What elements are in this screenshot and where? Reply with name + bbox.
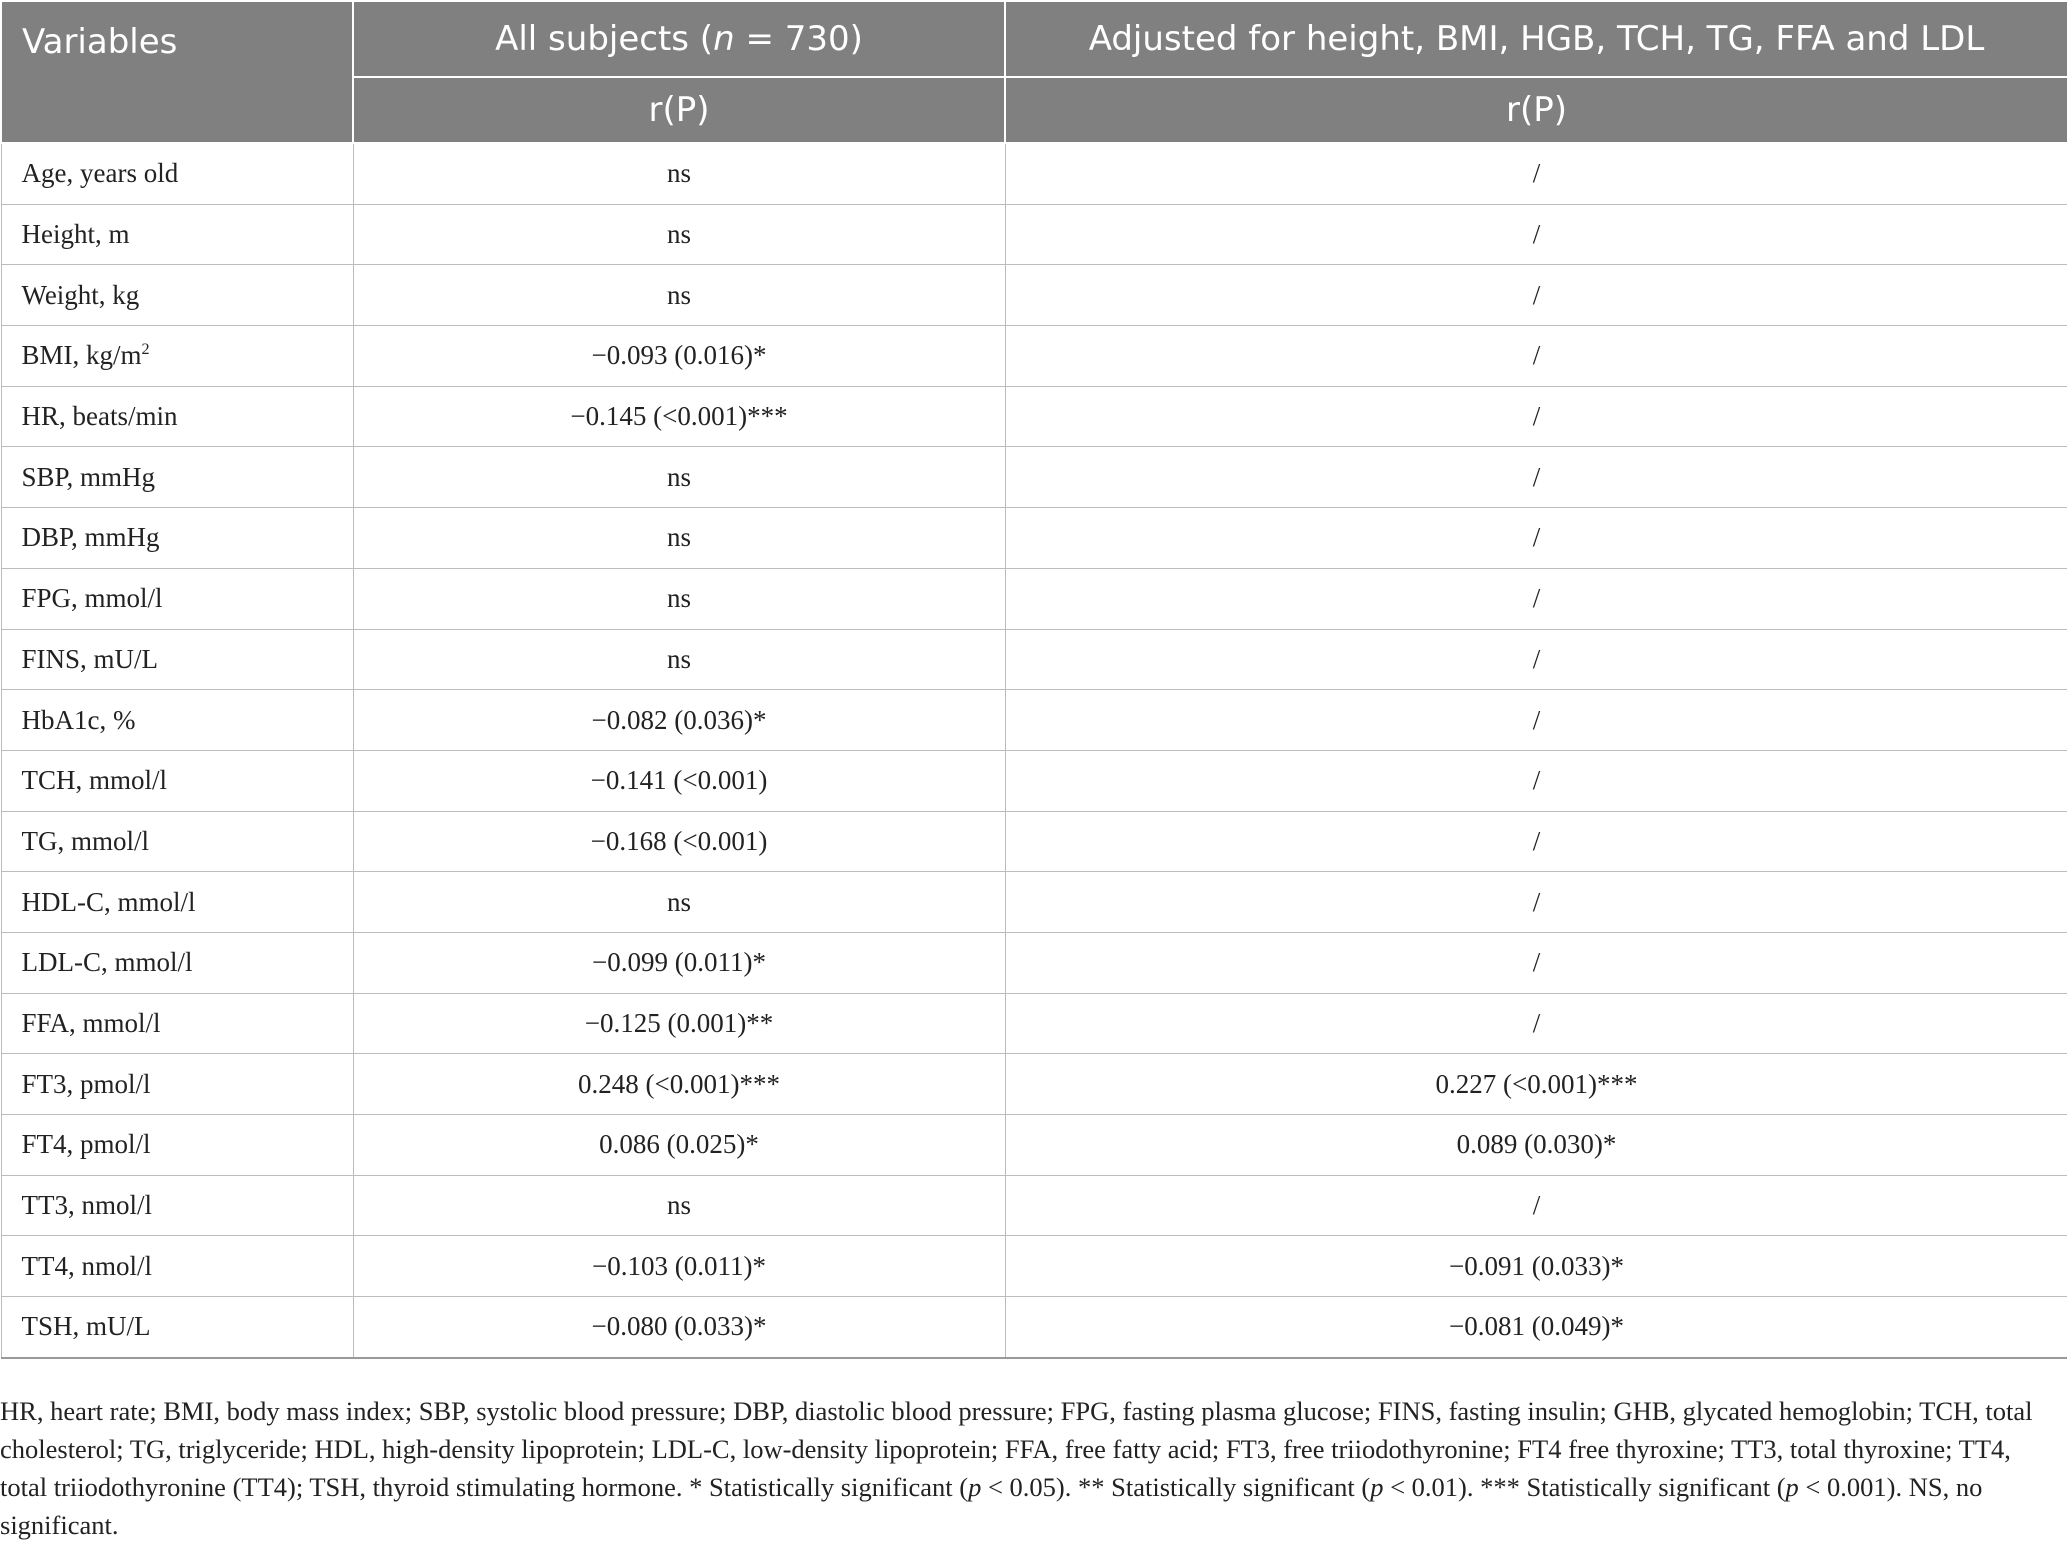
header-row — [1, 1, 2067, 77]
all-subjects-value: ns — [353, 629, 1005, 690]
variable-label: BMI, kg/m — [21, 340, 142, 371]
variable-label: FPG, mmol/l — [21, 583, 163, 614]
table-row — [1, 508, 2067, 569]
table-row — [1, 872, 2067, 933]
table-row — [1, 1054, 2067, 1115]
all-subjects-value: −0.082 (0.036)* — [353, 690, 1005, 751]
footnote-ns: NS, no significant. — [0, 1472, 1983, 1540]
variable-label: TT4, nmol/l — [21, 1250, 152, 1281]
footnote-sig2-p: p — [1370, 1472, 1384, 1502]
footnote-sig1-threshold: < 0.05). — [981, 1472, 1079, 1502]
table-row — [1, 1236, 2067, 1297]
adjusted-value: / — [1005, 872, 2067, 933]
adjusted-value: −0.081 (0.049)* — [1005, 1297, 2067, 1358]
all-subjects-value: ns — [353, 143, 1005, 204]
variable-label: SBP, mmHg — [21, 461, 156, 492]
header-all-subjects — [353, 1, 1005, 77]
variable-label: Height, m — [21, 219, 130, 250]
table-row — [1, 932, 2067, 993]
table-footnote — [0, 1392, 2040, 1544]
variable-cell — [1, 386, 353, 447]
adjusted-value: / — [1005, 1175, 2067, 1236]
table-row — [1, 265, 2067, 326]
table-row — [1, 750, 2067, 811]
table-row — [1, 690, 2067, 751]
all-subjects-value: −0.103 (0.011)* — [353, 1236, 1005, 1297]
header-variables: Variables — [1, 1, 353, 143]
table-body — [1, 143, 2067, 1358]
footnote-sig3-threshold: < 0.001). — [1798, 1472, 1909, 1502]
variable-cell — [1, 750, 353, 811]
table-row — [1, 326, 2067, 387]
adjusted-value: / — [1005, 993, 2067, 1054]
all-subjects-value: −0.125 (0.001)** — [353, 993, 1005, 1054]
variable-label: FT4, pmol/l — [21, 1129, 151, 1160]
variable-cell — [1, 326, 353, 387]
variable-cell — [1, 143, 353, 204]
table-row — [1, 1115, 2067, 1176]
all-subjects-value: ns — [353, 872, 1005, 933]
all-subjects-value: 0.086 (0.025)* — [353, 1115, 1005, 1176]
adjusted-value: / — [1005, 932, 2067, 993]
footnote-sig2-text: ** Statistically significant ( — [1078, 1472, 1371, 1502]
variable-cell — [1, 811, 353, 872]
variable-label: TSH, mU/L — [21, 1311, 151, 1342]
footnote-sig1-text: * Statistically significant ( — [689, 1472, 969, 1502]
variable-cell — [1, 629, 353, 690]
variable-cell — [1, 447, 353, 508]
variable-cell — [1, 204, 353, 265]
variable-cell — [1, 1236, 353, 1297]
table-row — [1, 386, 2067, 447]
footnote-sig1 — [689, 1472, 1078, 1502]
table-header — [1, 1, 2067, 143]
header-adjusted: Adjusted for height, BMI, HGB, TCH, TG, FFA and LDL — [1005, 1, 2067, 77]
all-subjects-value: ns — [353, 447, 1005, 508]
variable-cell — [1, 872, 353, 933]
footnote-sig3-text: *** Statistically significant ( — [1480, 1472, 1786, 1502]
footnote-sig3-p: p — [1785, 1472, 1799, 1502]
adjusted-value: / — [1005, 568, 2067, 629]
all-subjects-value: ns — [353, 204, 1005, 265]
table-row — [1, 568, 2067, 629]
adjusted-value: / — [1005, 750, 2067, 811]
all-subjects-value: −0.093 (0.016)* — [353, 326, 1005, 387]
subheader-adjusted-rp: r(P) — [1005, 77, 2067, 143]
variable-cell — [1, 1297, 353, 1358]
variable-cell — [1, 1115, 353, 1176]
all-subjects-value: −0.168 (<0.001) — [353, 811, 1005, 872]
variable-cell — [1, 1175, 353, 1236]
adjusted-value: / — [1005, 629, 2067, 690]
adjusted-value: / — [1005, 265, 2067, 326]
all-subjects-value: −0.080 (0.033)* — [353, 1297, 1005, 1358]
table-row — [1, 993, 2067, 1054]
variable-cell — [1, 690, 353, 751]
variable-label: HbA1c, % — [21, 704, 136, 735]
variable-cell — [1, 1054, 353, 1115]
all-subjects-value: ns — [353, 508, 1005, 569]
all-subjects-value: ns — [353, 1175, 1005, 1236]
variable-cell — [1, 568, 353, 629]
variable-label: TT3, nmol/l — [21, 1190, 152, 1221]
footnote-sig1-p: p — [968, 1472, 982, 1502]
adjusted-value: 0.227 (<0.001)*** — [1005, 1054, 2067, 1115]
adjusted-value: / — [1005, 326, 2067, 387]
variable-label: Weight, kg — [21, 279, 140, 310]
table-row — [1, 629, 2067, 690]
table-row — [1, 1175, 2067, 1236]
variable-label: TCH, mmol/l — [21, 765, 168, 796]
table-row — [1, 447, 2067, 508]
table-row — [1, 1297, 2067, 1358]
all-subjects-value: ns — [353, 568, 1005, 629]
adjusted-value: / — [1005, 508, 2067, 569]
variable-cell — [1, 265, 353, 326]
all-subjects-value: −0.141 (<0.001) — [353, 750, 1005, 811]
header-all-suffix: = 730) — [734, 19, 863, 59]
footnote-sig2 — [1078, 1472, 1480, 1502]
all-subjects-value: ns — [353, 265, 1005, 326]
adjusted-value: / — [1005, 204, 2067, 265]
variable-label: HDL-C, mmol/l — [21, 886, 196, 917]
footnote-sig2-threshold: < 0.01). — [1383, 1472, 1481, 1502]
adjusted-value: / — [1005, 386, 2067, 447]
variable-cell — [1, 932, 353, 993]
adjusted-value: −0.091 (0.033)* — [1005, 1236, 2067, 1297]
footnote-abbreviations: HR, heart rate; BMI, body mass index; SBP, systolic blood pressure; DBP, diastolic blood pressure; FPG, fasting plasma glucose; FINS, fasting insulin; GHB, glycated hemoglobin; TCH, total cholesterol; TG, triglyceride; HDL, high-density lipoprotein; LDL-C, low-density lipoprotein; FFA, free fatty acid; FT3, free triiodothyronine; FT4 free thyroxine; TT3, total thyroxine; TT4, total triiodothyronine (TT4); TSH, thyroid stimulating hormone. — [0, 1396, 2033, 1502]
adjusted-value: / — [1005, 690, 2067, 751]
footnote-sig3 — [1480, 1472, 1909, 1502]
header-all-n: n — [713, 19, 735, 59]
adjusted-value: / — [1005, 447, 2067, 508]
table-row — [1, 204, 2067, 265]
variable-label: FFA, mmol/l — [21, 1007, 161, 1038]
table-row — [1, 811, 2067, 872]
variable-label: FT3, pmol/l — [21, 1068, 151, 1099]
all-subjects-value: −0.099 (0.011)* — [353, 932, 1005, 993]
header-all-prefix: All subjects ( — [495, 19, 714, 59]
variable-label: TG, mmol/l — [21, 825, 149, 856]
variable-label: Age, years old — [21, 158, 179, 189]
subheader-all-rp: r(P) — [353, 77, 1005, 143]
adjusted-value: / — [1005, 143, 2067, 204]
variable-superscript: 2 — [141, 340, 150, 359]
variable-label: LDL-C, mmol/l — [21, 947, 193, 978]
variable-label: DBP, mmHg — [21, 522, 160, 553]
all-subjects-value: −0.145 (<0.001)*** — [353, 386, 1005, 447]
variable-cell — [1, 508, 353, 569]
variable-label: FINS, mU/L — [21, 643, 159, 674]
adjusted-value: / — [1005, 811, 2067, 872]
variable-label: HR, beats/min — [21, 401, 178, 432]
adjusted-value: 0.089 (0.030)* — [1005, 1115, 2067, 1176]
variable-cell — [1, 993, 353, 1054]
table-row — [1, 143, 2067, 204]
all-subjects-value: 0.248 (<0.001)*** — [353, 1054, 1005, 1115]
